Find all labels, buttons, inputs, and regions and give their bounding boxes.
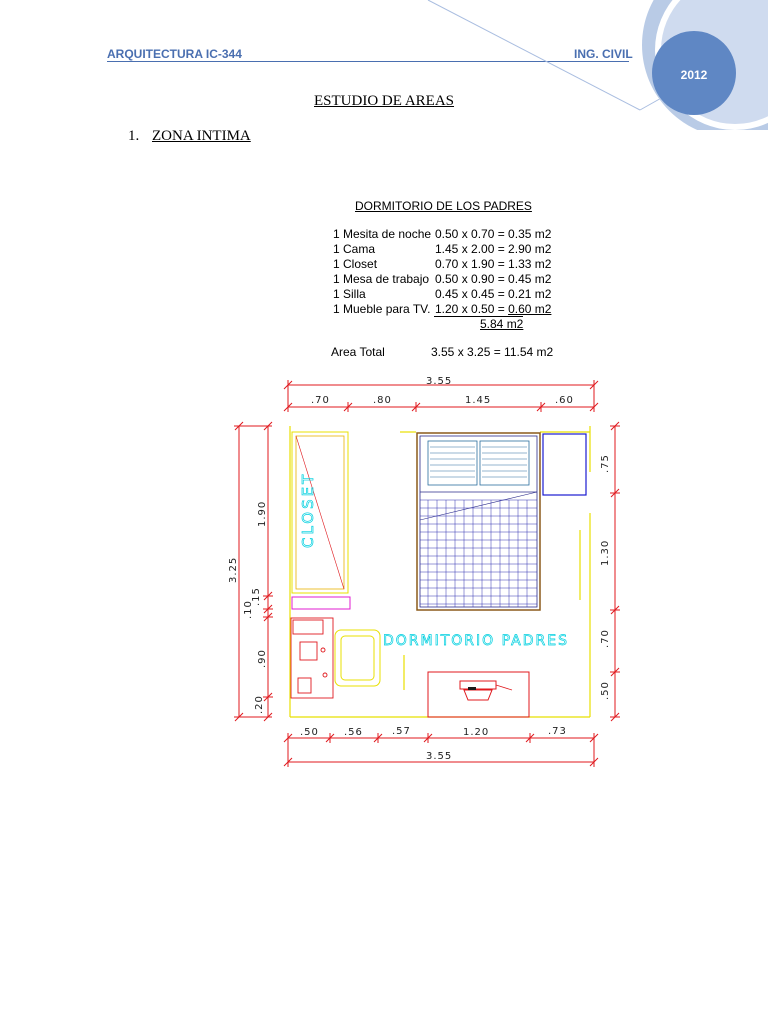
- dim-right-2: 1.30: [600, 539, 611, 566]
- nightstand: [543, 434, 586, 495]
- item-name: 1 Closet: [333, 257, 378, 271]
- dim-right-1: .75: [600, 454, 611, 473]
- year-badge: 2012: [680, 68, 708, 82]
- dim-top-total: 3.55: [426, 376, 453, 387]
- item-calc: 1.45 x 2.00 = 2.90 m2: [435, 242, 552, 256]
- item-name: 1 Mesa de trabajo: [333, 272, 430, 286]
- chair: [335, 630, 380, 686]
- dim-bottom-1: .50: [300, 727, 319, 738]
- item-name: 1 Mesita de noche: [333, 227, 432, 241]
- dim-bottom-3: .57: [392, 726, 411, 737]
- subtotal-value: 5.84 m2: [434, 316, 523, 331]
- dim-left-total: 3.25: [228, 556, 239, 583]
- dim-left-2: .15: [251, 587, 262, 606]
- dim-bottom-2: .56: [344, 727, 363, 738]
- item-name: 1 Silla: [333, 287, 366, 301]
- left-dimensions: [234, 422, 273, 721]
- header-course: ARQUITECTURA IC-344: [107, 47, 242, 61]
- dim-bottom-4: 1.20: [463, 727, 490, 738]
- area-total-value: 3.55 x 3.25 = 11.54 m2: [431, 345, 554, 359]
- dim-top-4: .60: [555, 395, 574, 406]
- dim-left-3: .10: [243, 600, 254, 619]
- dim-top-1: .70: [311, 395, 330, 406]
- closet-label: CLOSET: [299, 471, 317, 548]
- dim-bottom-total: 3.55: [426, 751, 453, 762]
- room-label: DORMITORIO PADRES: [383, 633, 569, 649]
- header-department: ING. CIVIL: [574, 47, 633, 61]
- item-calc-value: 0.60 m2: [508, 302, 552, 316]
- item-calc: 0.50 x 0.70 = 0.35 m2: [435, 227, 552, 241]
- work-desk: [291, 618, 333, 698]
- dim-bottom-5: .73: [548, 726, 567, 737]
- room-title: DORMITORIO DE LOS PADRES: [355, 199, 532, 213]
- item-name: 1 Cama: [333, 242, 376, 256]
- right-dimensions: [610, 422, 620, 721]
- dim-left-5: .20: [254, 695, 265, 714]
- item-calc: 0.45 x 0.45 = 0.21 m2: [435, 287, 552, 301]
- area-total-label: Area Total: [331, 345, 385, 359]
- dim-right-4: .50: [600, 681, 611, 700]
- item-calc-prefix: 1.20 x 0.50 =: [435, 302, 509, 316]
- section-label: ZONA INTIMA: [152, 128, 251, 144]
- tv-unit: [428, 672, 529, 717]
- dim-left-1: 1.90: [257, 500, 268, 527]
- dim-left-4: .90: [257, 649, 268, 668]
- dim-top-2: .80: [373, 395, 392, 406]
- dim-right-3: .70: [600, 629, 611, 648]
- item-calc: 0.50 x 0.90 = 0.45 m2: [435, 272, 552, 286]
- page-title: ESTUDIO DE AREAS: [314, 93, 455, 109]
- item-calc: 0.70 x 1.90 = 1.33 m2: [435, 257, 552, 271]
- bed: [417, 433, 540, 610]
- dim-top-3: 1.45: [465, 395, 492, 406]
- section-number: 1.: [128, 128, 140, 144]
- item-name: 1 Mueble para TV.: [333, 302, 431, 316]
